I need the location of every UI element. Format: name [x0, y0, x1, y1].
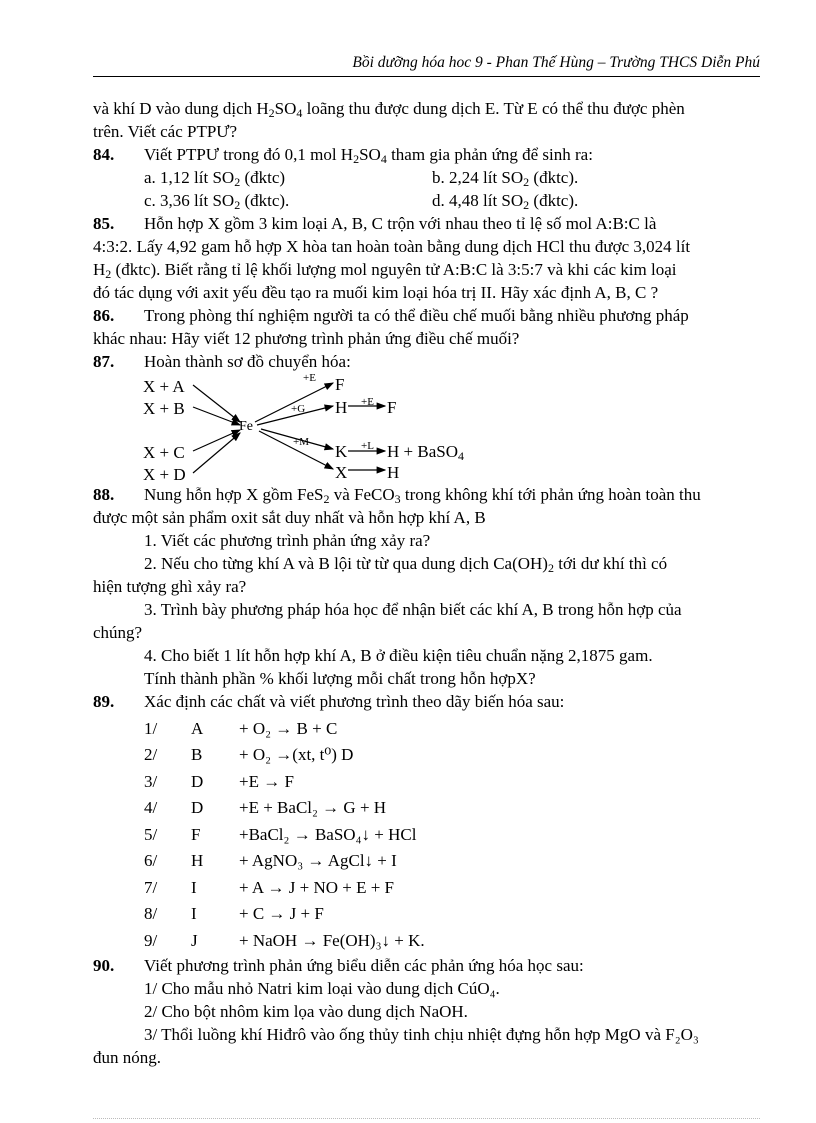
q88-sub-1: 1. Viết các phương trình phản ứng xảy ra? [144, 531, 431, 550]
sequence-row: 8/ I + C → J + F [144, 904, 324, 924]
q88-sub-2-cont: hiện tượng ghì xảy ra? [93, 577, 247, 596]
q90-sub-3-cont: đun nóng. [93, 1047, 161, 1067]
q88-sub-5: Tính thành phần % khối lượng mỗi chất trong hỗn hợpX? [144, 669, 536, 688]
node-f: F [335, 375, 345, 394]
footer-rule [93, 1118, 760, 1119]
sequence-row: 7/ I + A → J + NO + E + F [144, 877, 395, 897]
question-86: 86. Trong phòng thí nghiệm người ta có thể điều chế muối bằng nhiều phương pháp [93, 306, 689, 325]
label-plus-m: +M [293, 436, 309, 448]
conversion-diagram [143, 373, 503, 483]
question-85: 85. Hỗn hợp X gồm 3 kim loại A, B, C trộn với nhau theo tỉ lệ số mol A:B:C là [93, 214, 657, 233]
node-x: X [335, 463, 348, 482]
q88-sub-4: 4. Cho biết 1 lít hỗn hợp khí A, B ở điều kiện tiêu chuẩn nặng 2,1875 gam. [144, 646, 653, 665]
question-87: 87. Hoàn thành sơ đồ chuyển hóa: [93, 352, 351, 371]
sequence-row: 1/ A + O₂ → B + C [144, 718, 338, 738]
sequence-row: 6/ H + AgNO₃ → AgCl↓ + I [144, 851, 397, 871]
label-plus-e: +E [303, 372, 316, 384]
q88-line-2: được một sản phẩm oxit sắt duy nhất và hỗn hợp khí A, B [93, 508, 486, 527]
sequence-row: 5/ F +BaCl₂ → BaSO₄↓ + HCl [144, 824, 417, 844]
node-x-plus-c: X + C [143, 443, 185, 462]
node-k: K [335, 442, 348, 461]
q89-sequence [93, 715, 761, 954]
q84-options-row-2: c. 3,36 lít $SO_2$ (đktc). d. 4,48 lít $SO_2$ (đktc). [144, 191, 579, 212]
label-plus-g: +G [291, 403, 306, 415]
node-f-2: F [387, 398, 397, 417]
q85-line-3: $H_2$ (đktc). Biết rằng tỉ lệ khối lượng mol nguyên tử A:B:C là 3:5:7 và khi các kim loại [93, 260, 677, 281]
intro-line-1: và khí D vào dung dịch $H_2SO_4$ loãng thu được dung dịch E. Từ E có thể thu được phèn [93, 99, 685, 120]
document-body [93, 97, 761, 1069]
question-89: 89. Xác định các chất và viết phương trình theo dãy biến hóa sau: [93, 692, 565, 711]
q90-sub-2: 2/ Cho bột nhôm kim lọa vào dung dịch NaOH. [144, 1001, 468, 1021]
q88-sub-3: 3. Trình bày phương pháp hóa học để nhận biết các khí A, B trong hỗn hợp của [144, 600, 682, 619]
q85-line-2: 4:3:2. Lấy 4,92 gam hỗ hợp X hòa tan hoàn toàn bằng dung dịch HCl thu được 3,024 lít [93, 237, 691, 256]
label-plus-l: +L [361, 440, 374, 452]
node-h: H [335, 398, 348, 417]
node-x-plus-a: X + A [143, 377, 185, 396]
sequence-row: 9/ J + NaOH → Fe(OH)₃↓ + K. [144, 930, 425, 950]
q84-options-row-1: a. 1,12 lít $SO_2$ (đktc) b. 2,24 lít $SO_2$ (đktc). [144, 168, 579, 189]
node-h-baso4: H + BaSO$_4$ [387, 442, 464, 463]
sequence-row: 2/ B + O₂ →(xt, t⁰) D [144, 745, 354, 765]
sequence-row: 3/ D +E → F [144, 771, 294, 791]
node-x-plus-b: X + B [143, 399, 185, 418]
label-plus-e-2: +E [361, 396, 374, 408]
question-90: 90. Viết phương trình phản ứng biểu diễn các phản ứng hóa học sau: [93, 955, 584, 975]
node-h-2: H [387, 463, 400, 482]
intro-line-2: trên. Viết các PTPƯ? [93, 122, 238, 141]
node-x-plus-d: X + D [143, 465, 186, 484]
diagram-arrows [143, 373, 503, 483]
q88-sub-3-cont: chúng? [93, 623, 143, 642]
q85-line-4: đó tác dụng với axit yếu đều tạo ra muối kim loại hóa trị II. Hãy xác định A, B, C ? [93, 283, 659, 302]
q90-sub-1: 1/ Cho mẫu nhỏ Natri kim loại vào dung dịch CúO₄. [144, 978, 500, 998]
header-rule [93, 76, 760, 77]
q88-sub-2: 2. Nếu cho từng khí A và B lội từ từ qua dung dịch $Ca(OH)_2$ tới dư khí thì có [144, 554, 668, 575]
q86-line-2: khác nhau: Hãy viết 12 phương trình phản ứng điều chế muối? [93, 329, 520, 348]
q90-sub-3: 3/ Thổi luồng khí Hiđrô vào ống thủy tinh chịu nhiệt đựng hỗn hợp MgO và F₂O₃ [144, 1024, 699, 1044]
sequence-row: 4/ D +E + BaCl₂ → G + H [144, 798, 387, 818]
node-fe: Fe [239, 419, 253, 434]
question-88: 88. Nung hỗn hợp X gồm FeS$_2$ và FeCO$_3$ trong không khí tới phản ứng hoàn toàn thu [93, 485, 701, 506]
question-84: 84. Viết PTPƯ trong đó 0,1 mol $H_2SO_4$ tham gia phản ứng để sinh ra: [93, 145, 593, 166]
page-header: Bồi dưỡng hóa hoc 9 - Phan Thế Hùng – Trường THCS Diễn Phú [352, 54, 760, 71]
